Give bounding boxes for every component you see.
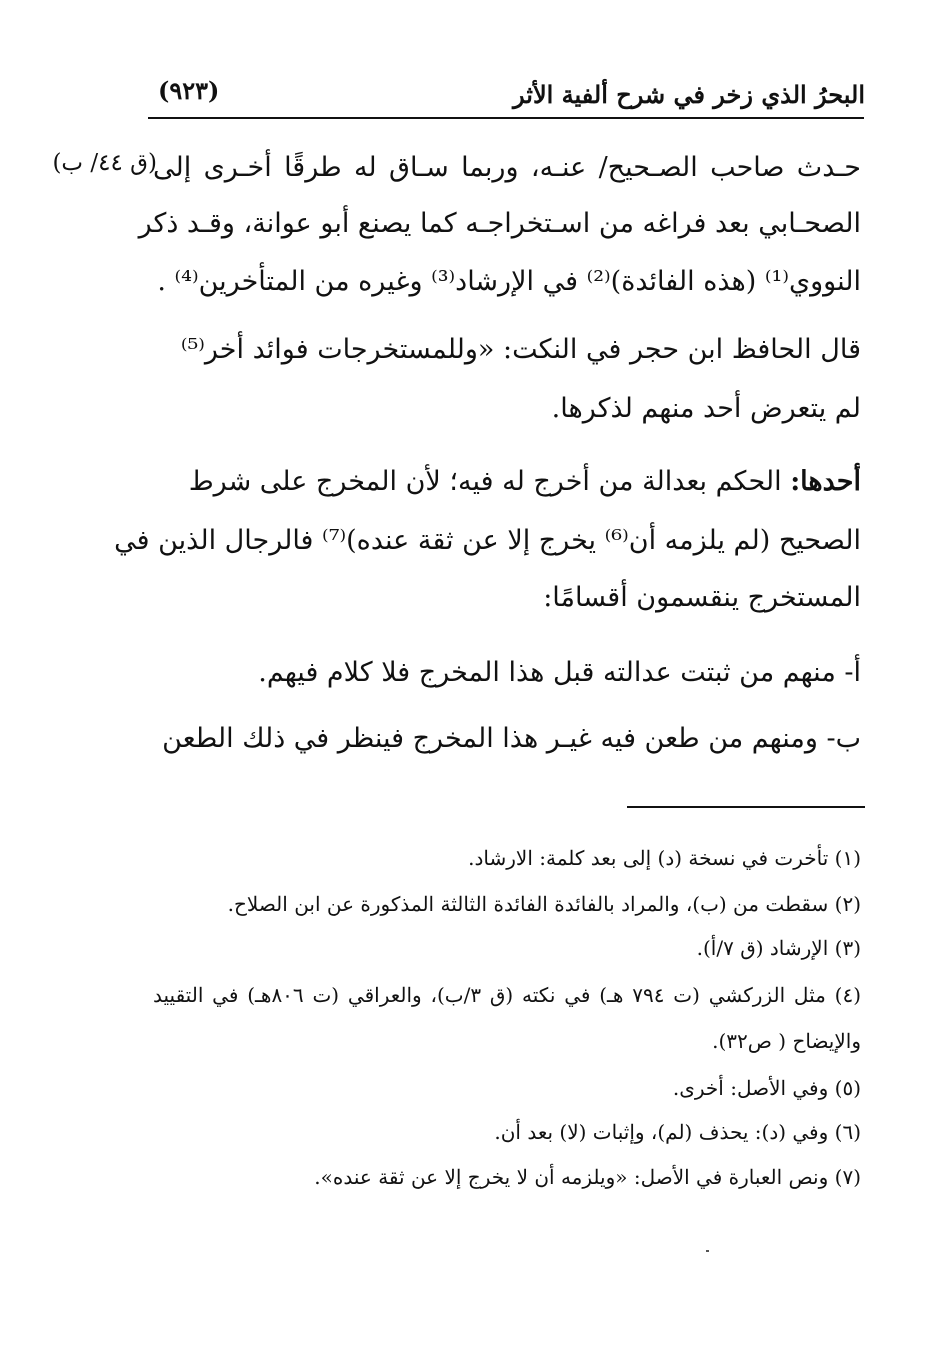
- list-item-a: أ- منهم من ثبتت عدالته قبل هذا المخرج فلا كلام فيهم.: [258, 657, 861, 688]
- footnote-4: (٤) مثل الزركشي (ت ٧٩٤ هـ) في نكته (ق ٣/ب)، والعراقي (ت ٨٠٦هـ) في التقييد: [153, 983, 862, 1007]
- body-line-4: قال الحافظ ابن حجر في النكت: «وللمستخرجات فوائد أخر⁽⁵⁾: [180, 334, 861, 365]
- footnote-3: (٣) الإرشاد (ق ٧/أ).: [696, 936, 861, 960]
- footnote-6: (٦) وفي (د): يحذف (لم)، وإثبات (لا) بعد أن.: [494, 1120, 861, 1144]
- body-line-8: المستخرج ينقسمون أقسامًا:: [543, 582, 861, 613]
- footnote-separator: [627, 806, 865, 808]
- footnote-1: (١) تأخرت في نسخة (د) إلى بعد كلمة: الارشاد.: [468, 846, 861, 870]
- paragraph-first-line-text: الحكم بعدالة من أخرج له فيه؛ لأن المخرج على شرط: [188, 466, 782, 497]
- header-rule: [148, 117, 864, 119]
- footnote-2: (٢) سقطت من (ب)، والمراد بالفائدة الفائدة الثالثة المذكورة عن ابن الصلاح.: [227, 892, 861, 916]
- paragraph-first-benefit: [188, 462, 861, 502]
- body-line-3: النووي⁽¹⁾ (هذه الفائدة)⁽²⁾ في الإرشاد⁽³⁾ وغيره من المتأخرين⁽⁴⁾ .: [157, 266, 861, 297]
- scan-speck: [706, 1250, 709, 1252]
- body-line-2: الصحـابي بعد فراغه من اسـتخراجـه كما يصنع أبو عوانة، وقـد ذكر: [138, 208, 861, 239]
- running-title: البحرُ الذي زخر في شرح ألفية الأثر: [513, 80, 865, 109]
- footnote-5: (٥) وفي الأصل: أخرى.: [672, 1076, 861, 1100]
- footnote-7: (٧) ونص العبارة في الأصل: «ويلزمه أن لا يخرج إلا عن ثقة عنده».: [314, 1165, 861, 1189]
- page-number: (٩٢٣): [158, 76, 220, 105]
- footnote-4-continuation: والإيضاح ( ص٣٢).: [712, 1029, 861, 1053]
- paragraph-lead-word: أحدها:: [790, 466, 861, 497]
- body-line-7: الصحيح (لم يلزمه أن⁽⁶⁾ يخرج إلا عن ثقة عنده)⁽⁷⁾ فالرجال الذين في: [114, 525, 861, 556]
- body-line-1: حـدث صاحب الصـحيح/ عنـه، وربما سـاق له طرقًا أخـرى إلى: [153, 152, 861, 183]
- list-item-b: ب- ومنهم من طعن فيه غيـر هذا المخرج فينظر في ذلك الطعن: [162, 723, 861, 754]
- body-line-5: لم يتعرض أحد منهم لذكرها.: [551, 393, 861, 424]
- manuscript-folio-reference: (ق ٤٤/ ب): [52, 150, 157, 176]
